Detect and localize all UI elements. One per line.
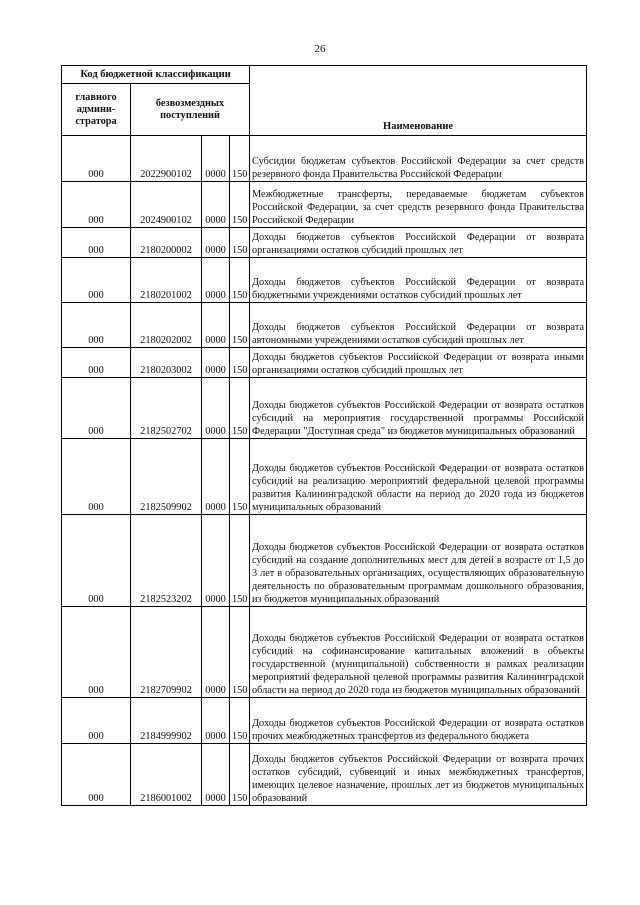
name-cell: Доходы бюджетов субъектов Российской Федерации от возврата остатков субсидий на создание дополнительных мест для детей в возрасте от 1,5 до 3 лет в образовательных организациях, осуществляющих образовательную деятельность по образовательным программам дошкольного образования, из бюджетов муниципальных образований <box>250 515 587 607</box>
program-code-cell: 0000 <box>202 182 230 228</box>
budget-classification-table <box>61 65 587 806</box>
table-row <box>62 182 587 228</box>
admin-code-cell: 000 <box>62 182 131 228</box>
table-row <box>62 378 587 439</box>
name-cell: Доходы бюджетов субъектов Российской Федерации от возврата остатков субсидий на софинансирование капитальных вложений в объекты государственной (муниципальной) собственности в рамках реализации мероприятий федеральной целевой программы развития Калининградской области на период до 2020 года из бюджетов муниципальных образований <box>250 607 587 698</box>
name-cell: Доходы бюджетов субъектов Российской Федерации от возврата остатков субсидий на мероприятия государственной программы Российской Федерации "Доступная среда" из бюджетов муниципальных образований <box>250 378 587 439</box>
revenue-column-header: безвозмездных поступлений <box>131 84 250 136</box>
admin-code-cell: 000 <box>62 439 131 515</box>
table-row <box>62 607 587 698</box>
program-code-cell: 0000 <box>202 378 230 439</box>
economic-code-cell: 150 <box>230 698 250 744</box>
admin-column-header: главного админи-стратора <box>62 84 131 136</box>
name-cell: Доходы бюджетов субъектов Российской Федерации от возврата бюджетными учреждениями остатков субсидий прошлых лет <box>250 258 587 303</box>
program-code-cell: 0000 <box>202 136 230 182</box>
economic-code-cell: 150 <box>230 515 250 607</box>
program-code-cell: 0000 <box>202 515 230 607</box>
admin-code-cell: 000 <box>62 698 131 744</box>
table-row <box>62 744 587 806</box>
economic-code-cell: 150 <box>230 348 250 378</box>
program-code-cell: 0000 <box>202 698 230 744</box>
page-number: 26 <box>314 43 326 55</box>
revenue-code-cell: 2024900102 <box>131 182 202 228</box>
program-code-cell: 0000 <box>202 303 230 348</box>
name-cell: Субсидии бюджетам субъектов Российской Федерации за счет средств резервного фонда Правительства Российской Федерации <box>250 136 587 182</box>
revenue-code-cell: 2180200002 <box>131 228 202 258</box>
admin-code-cell: 000 <box>62 258 131 303</box>
table-row <box>62 228 587 258</box>
table-row <box>62 698 587 744</box>
table-row <box>62 303 587 348</box>
economic-code-cell: 150 <box>230 744 250 806</box>
name-cell: Доходы бюджетов субъектов Российской Федерации от возврата автономными учреждениями остатков субсидий прошлых лет <box>250 303 587 348</box>
admin-code-cell: 000 <box>62 228 131 258</box>
revenue-code-cell: 2182509902 <box>131 439 202 515</box>
revenue-code-cell: 2184999902 <box>131 698 202 744</box>
name-cell: Доходы бюджетов субъектов Российской Федерации от возврата организациями остатков субсидий прошлых лет <box>250 228 587 258</box>
revenue-code-cell: 2180203002 <box>131 348 202 378</box>
program-code-cell: 0000 <box>202 258 230 303</box>
program-code-cell: 0000 <box>202 744 230 806</box>
program-code-cell: 0000 <box>202 607 230 698</box>
admin-code-cell: 000 <box>62 607 131 698</box>
economic-code-cell: 150 <box>230 228 250 258</box>
revenue-code-cell: 2186001002 <box>131 744 202 806</box>
admin-code-cell: 000 <box>62 348 131 378</box>
economic-code-cell: 150 <box>230 439 250 515</box>
admin-code-cell: 000 <box>62 378 131 439</box>
table-body <box>62 136 587 806</box>
table-row <box>62 348 587 378</box>
table-row <box>62 258 587 303</box>
economic-code-cell: 150 <box>230 378 250 439</box>
revenue-code-cell: 2182502702 <box>131 378 202 439</box>
name-cell: Доходы бюджетов субъектов Российской Федерации от возврата иными организациями остатков субсидий прошлых лет <box>250 348 587 378</box>
name-cell: Доходы бюджетов субъектов Российской Федерации от возврата остатков субсидий на реализацию мероприятий федеральной целевой программы развития Калининградской области на период до 2020 года из бюджетов муниципальных образований <box>250 439 587 515</box>
economic-code-cell: 150 <box>230 607 250 698</box>
revenue-code-cell: 2182523202 <box>131 515 202 607</box>
name-cell: Межбюджетные трансферты, передаваемые бюджетам субъектов Российской Федерации, за счет средств резервного фонда Правительства Российской Федерации <box>250 182 587 228</box>
table-row <box>62 439 587 515</box>
table-row <box>62 515 587 607</box>
economic-code-cell: 150 <box>230 182 250 228</box>
economic-code-cell: 150 <box>230 258 250 303</box>
revenue-code-cell: 2182709902 <box>131 607 202 698</box>
economic-code-cell: 150 <box>230 136 250 182</box>
revenue-code-cell: 2180202002 <box>131 303 202 348</box>
name-cell: Доходы бюджетов субъектов Российской Федерации от возврата остатков прочих межбюджетных трансфертов из федерального бюджета <box>250 698 587 744</box>
program-code-cell: 0000 <box>202 439 230 515</box>
program-code-cell: 0000 <box>202 228 230 258</box>
admin-code-cell: 000 <box>62 515 131 607</box>
name-cell: Доходы бюджетов субъектов Российской Федерации от возврата прочих остатков субсидий, субвенций и иных межбюджетных трансфертов, имеющих целевое назначение, прошлых лет из бюджетов муниципальных образований <box>250 744 587 806</box>
budget-code-group-header: Код бюджетной классификации <box>62 66 250 84</box>
economic-code-cell: 150 <box>230 303 250 348</box>
admin-code-cell: 000 <box>62 136 131 182</box>
admin-code-cell: 000 <box>62 744 131 806</box>
name-column-header: Наименование <box>250 66 587 136</box>
table-row <box>62 136 587 182</box>
revenue-code-cell: 2022900102 <box>131 136 202 182</box>
program-code-cell: 0000 <box>202 348 230 378</box>
revenue-code-cell: 2180201002 <box>131 258 202 303</box>
admin-code-cell: 000 <box>62 303 131 348</box>
